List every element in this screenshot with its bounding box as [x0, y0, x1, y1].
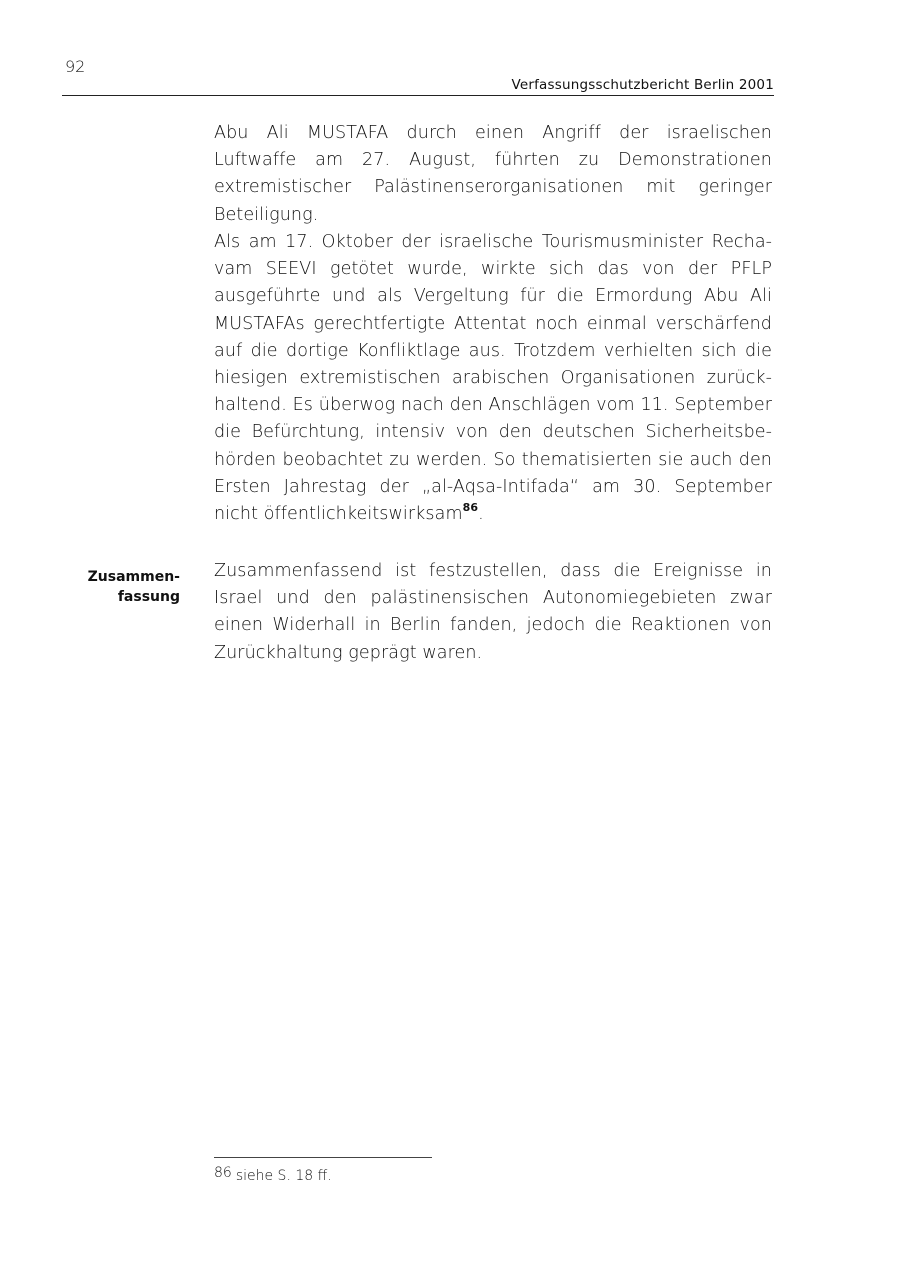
- running-header: Verfassungsschutzbericht Berlin 2001: [511, 77, 774, 93]
- header-rule: [62, 95, 774, 96]
- footnote-text: siehe S. 18 ff.: [235, 1168, 332, 1184]
- paragraph-2-text: Als am 17. Oktober der israelische Tourismusminister Rechavam SEEVI getötet wurde, wirkte sich das von der PFLP ausgeführte und als Vergeltung für die Ermordung Abu Ali MUSTAFAs gerechtfertigte Attentat noch einmal verschärfend auf die dortige Konfliktlage aus. Trotzdem verhielten sich die hiesigen extremistischen arabischen Organisationen zurückhaltend. Es überwog nach den Anschlägen vom 11. September die Befürchtung, intensiv von den deutschen Sicherheitsbehörden beobachtet zu werden. So thematisierten sie auch den Ersten Jahrestag der „al-Aqsa-Intifada“ am 30. September nicht öffentlichkeitswirksam: [214, 232, 772, 525]
- footnote: [214, 1165, 332, 1184]
- footnote-rule: [214, 1157, 432, 1158]
- paragraph-2: [214, 229, 772, 528]
- footnote-number: 86: [214, 1165, 232, 1181]
- footnote-reference: 86: [462, 501, 479, 515]
- page-number: 92: [65, 57, 86, 76]
- margin-note-line-2: fassung: [117, 589, 180, 605]
- margin-note-line-1: Zusammen-: [87, 569, 180, 585]
- paragraph-3: Zusammenfassend ist festzustellen, dass die Ereignisse in Israel und den palästinensischen Autonomiegebieten zwar einen Widerhall in Berlin fanden, jedoch die Reaktionen von Zurückhaltung geprägt waren.: [214, 561, 772, 663]
- paragraph-1: Abu Ali MUSTAFA durch einen Angriff der israelischen Luftwaffe am 27. August, führten zu Demonstrationen extremistischer Palästinenserorganisationen mit geringer Beteiligung.: [214, 123, 772, 225]
- paragraph-2-end: .: [478, 504, 484, 525]
- margin-note: [60, 567, 180, 607]
